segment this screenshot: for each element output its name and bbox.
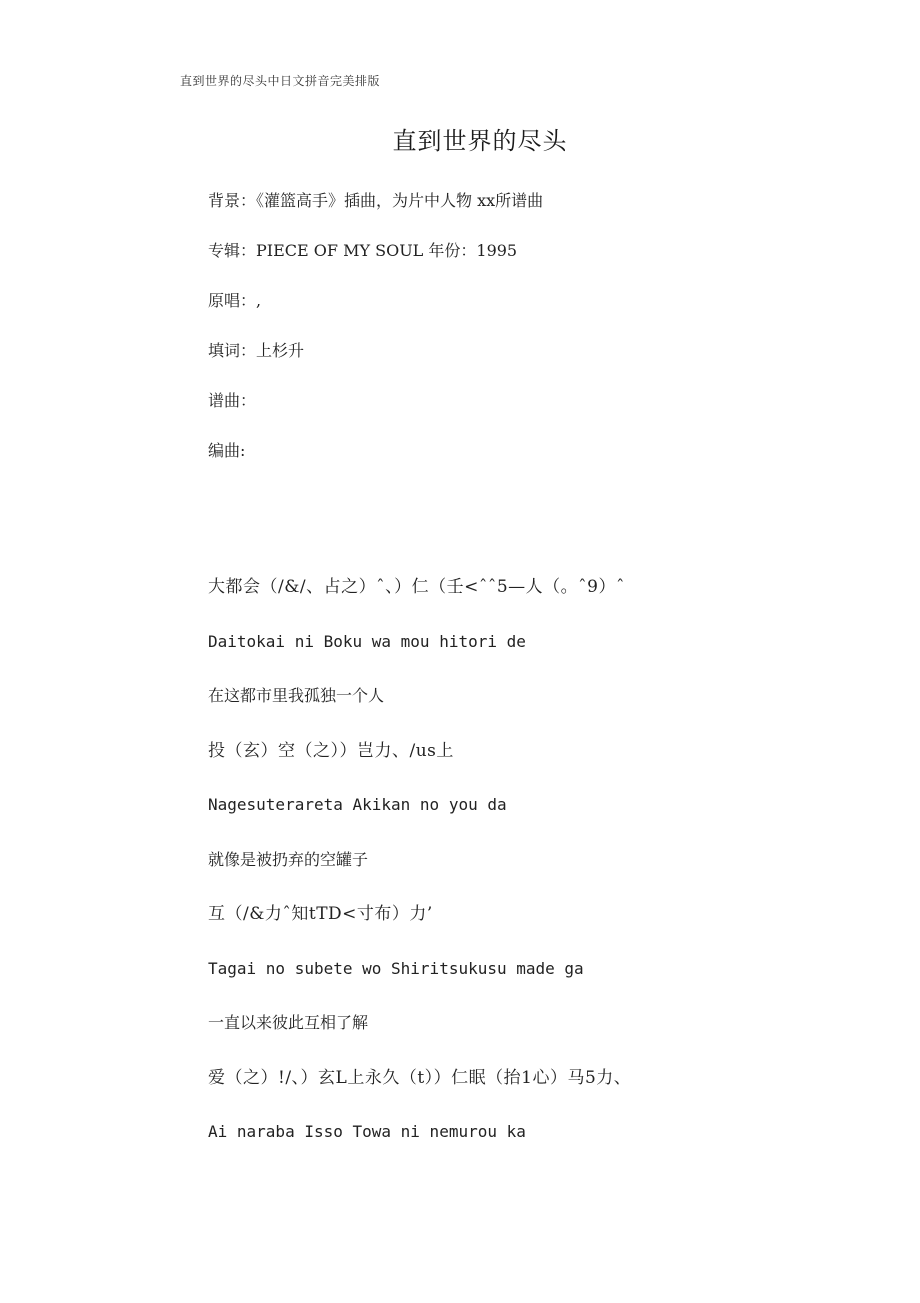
lyric-chinese-line: 在这都市里我孤独一个人	[208, 686, 385, 705]
lyric-japanese-line: 投（玄）空（之））岂力、/us上	[208, 740, 454, 761]
arranger-line: 编曲:	[208, 441, 246, 460]
lyric-chinese-line: 就像是被扔弃的空罐子	[208, 849, 369, 869]
song-info-block	[208, 188, 543, 488]
original-singer-line: 原唱：,	[208, 291, 262, 310]
lyric-japanese-line: 大都会（/&/、占之）ˆ、）仁（壬<ˆˆ5—人（。ˆ9）ˆ	[208, 577, 625, 597]
lyric-romaji-line: Ai naraba Isso Towa ni nemurou ka	[208, 1122, 526, 1141]
lyric-chinese-line: 一直以来彼此互相了解	[208, 1013, 369, 1032]
lyric-romaji-line: Tagai no subete wo Shiritsukusu made ga	[208, 958, 584, 978]
background-line: 背景：《灌篮高手》插曲，为片中人物 xx所谱曲	[208, 191, 544, 210]
album-year-line: 专辑：PIECE OF MY SOUL 年份：1995	[208, 241, 518, 260]
composer-line: 谱曲：	[208, 391, 257, 410]
lyricist-line: 填词：上杉升	[208, 341, 305, 360]
running-header: 直到世界的尽头中日文拼音完美排版	[180, 74, 381, 88]
song-title: 直到世界的尽头	[392, 127, 568, 155]
lyric-romaji-line: Nagesuterareta Akikan no you da	[208, 795, 507, 814]
lyrics-block	[208, 570, 631, 1170]
lyric-romaji-line: Daitokai ni Boku wa mou hitori de	[208, 631, 526, 651]
lyric-japanese-line: 爱（之）!/、）玄L上永久（t））仁眠（抬1心）马5力、	[208, 1067, 632, 1088]
lyric-japanese-line: 互（/&力ˆ知tTD<寸布）力’	[208, 904, 433, 924]
